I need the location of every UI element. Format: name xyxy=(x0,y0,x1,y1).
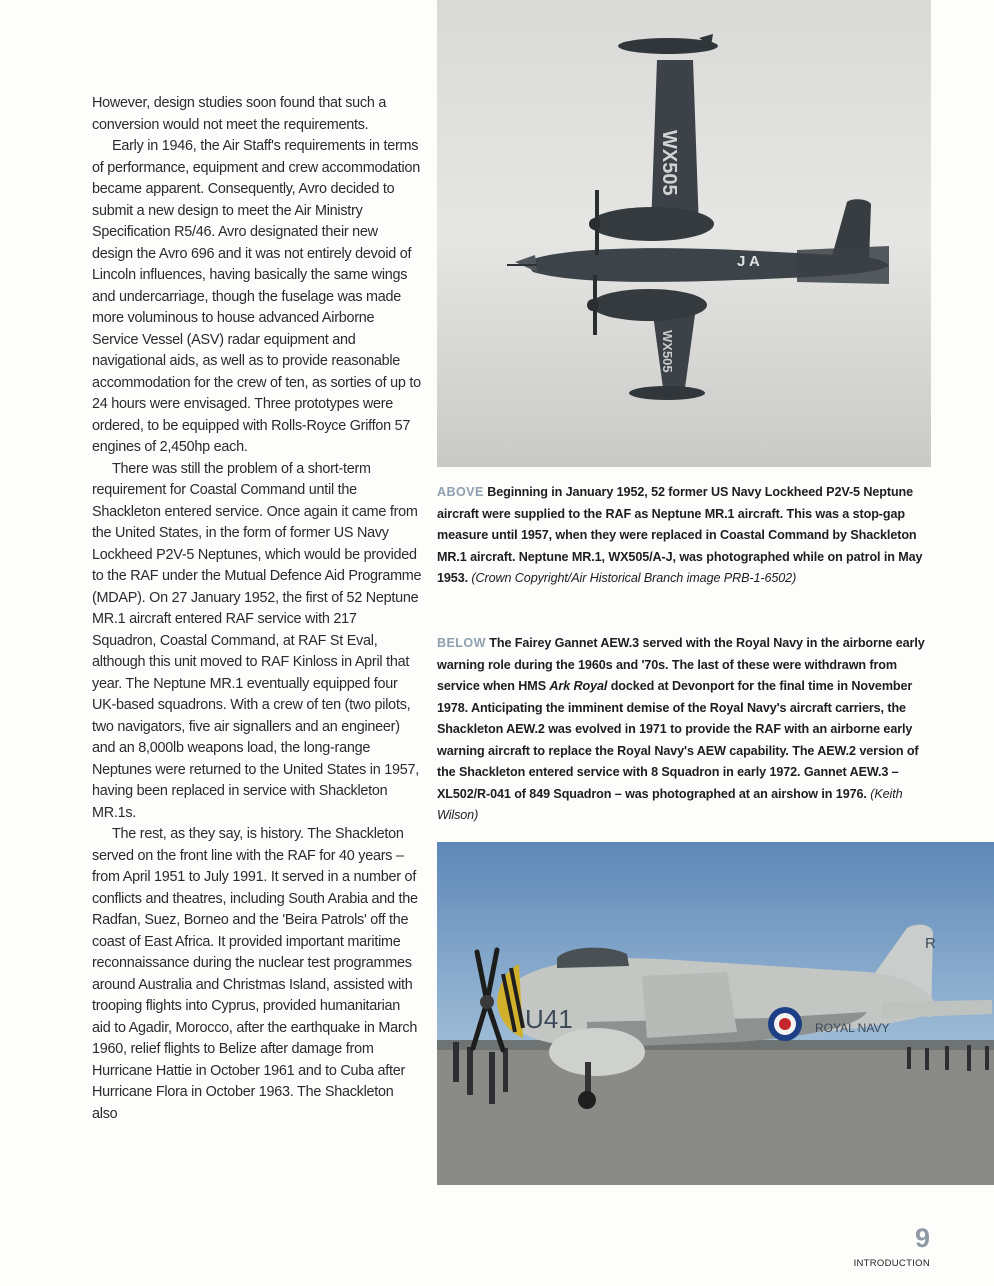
body-paragraph: There was still the problem of a short-term requirement for Coastal Command until the Shackleton entered service. Once again it came from the United States, in the form of former US Navy Lockheed P2V-5 Neptunes, which would be provided to the RAF under the Mutual Defence Aid Programme (MDAP). On 27 January 1952, the first of 52 Neptune MR.1 aircraft entered RAF service with 217 Squadron, Coastal Command, at RAF St Eval, although this unit moved to RAF Kinloss in April that year. The Neptune MR.1 eventually equipped four UK-based squadrons. With a crew of ten (two pilots, two navigators, five air signallers and an engineer) and an 8,000lb weapons load, the long-range Neptunes were returned to the United States in 1957, having been replaced in service with Shackleton MR.1s. xyxy=(92,460,422,821)
wing-serial-text: WX505 xyxy=(658,130,680,196)
body-text-column xyxy=(92,93,422,1125)
squadron-code-text: J A xyxy=(737,253,760,270)
page-number: 9 xyxy=(914,1223,930,1253)
tail-code-text: R xyxy=(925,935,936,952)
neptune-photo xyxy=(437,0,931,467)
caption-lead-label: ABOVE xyxy=(437,485,484,499)
caption-lead-label: BELOW xyxy=(437,636,486,650)
nose-code-text: U41 xyxy=(525,1004,573,1034)
caption-credit: (Crown Copyright/Air Historical Branch image PRB-1-6502) xyxy=(471,571,797,585)
caption-text: The Fairey Gannet AEW.3 served with the Royal Navy in the airborne early warning role during the 1960s and '70s. The last of these were withdrawn from service when HMS xyxy=(437,636,925,693)
royal-navy-text: ROYAL NAVY xyxy=(815,1021,890,1035)
body-paragraph: However, design studies soon found that such a conversion would not meet the requirements. xyxy=(92,95,387,133)
ship-name: Ark Royal xyxy=(549,679,608,693)
caption-below xyxy=(437,633,937,827)
caption-above xyxy=(437,482,937,590)
caption-text: docked at Devonport for the final time in November 1978. Anticipating the imminent demise of the Royal Navy's aircraft carriers, the Shackleton AEW.2 was evolved in 1971 to provide the RAF with an airborne early warning aircraft to replace the Royal Navy's AEW capability. The AEW.2 version of the Shackleton entered service with 8 Squadron in early 1972. Gannet AEW.3 – XL502/R-041 of 849 Squadron – was photographed at an airshow in 1976. xyxy=(437,679,919,801)
gannet-photo xyxy=(437,842,994,1185)
section-name: INTRODUCTION xyxy=(853,1258,930,1269)
caption-credit: (Keith Wilson) xyxy=(437,786,903,822)
body-paragraph: Early in 1946, the Air Staff's requirements in terms of performance, equipment and crew accommodation became apparent. Consequently, Avro decided to submit a new design to meet the Air Ministry Specification R5/46. Avro designated their new design the Avro 696 and it was not entirely devoid of Lincoln influences, having basically the same wings and undercarriage, though the fuselage was made more voluminous to house advanced Airborne Service Vessel (ASV) radar equipment and navigational aids, as well as to provide reasonable accommodation for the crew of ten, as sorties of up to 24 hours were envisaged. Three prototypes were ordered, to be equipped with Rolls-Royce Griffon 57 engines of 2,450hp each. xyxy=(92,138,421,455)
body-paragraph: The rest, as they say, is history. The Shackleton served on the front line with the RAF for 40 years – from April 1951 to July 1991. It served in a number of conflicts and theatres, including South Arabia and the Radfan, Suez, Borneo and the 'Beira Patrols' off the coast of East Africa. It provided important maritime reconnaissance during the nuclear test programmes around Australia and Christmas Island, assisted with trooping flights into Cyprus, provided humanitarian aid to Agadir, Morocco, after the earthquake in March 1960, relief flights to Belize after damage from Hurricane Hattie in October 1961 and to Cuba after Hurricane Flora in October 1963. The Shackleton also xyxy=(92,826,418,1122)
lower-wing-serial-text: WX505 xyxy=(660,330,675,373)
caption-text: Beginning in January 1952, 52 former US Navy Lockheed P2V-5 Neptune aircraft were supplied to the RAF as Neptune MR.1 aircraft. This was a stop-gap measure until 1957, when they were replaced in Coastal Command by Shackleton MR.1 aircraft. Neptune MR.1, WX505/A-J, was photographed while on patrol in May 1953. xyxy=(437,485,923,585)
